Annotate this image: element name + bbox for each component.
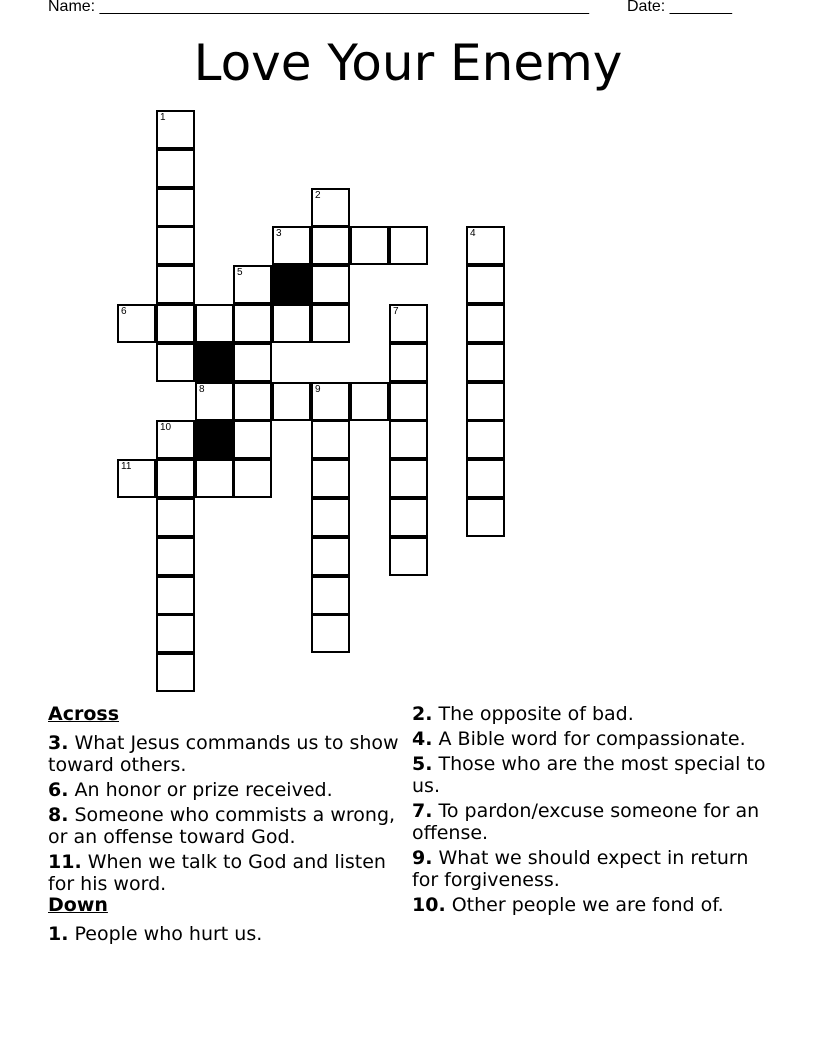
clue-item: [412, 703, 772, 725]
answer-cell[interactable]: [233, 420, 272, 459]
date-line: Date: _______: [627, 0, 732, 15]
answer-cell[interactable]: [311, 265, 350, 304]
clue-column-left: [48, 703, 403, 948]
answer-cell[interactable]: [156, 498, 195, 537]
clue-number: 9: [315, 384, 321, 395]
clue-item-text: What Jesus commands us to show toward others.: [48, 732, 399, 776]
answer-cell[interactable]: [466, 420, 505, 459]
answer-cell[interactable]: [466, 498, 505, 537]
answer-cell[interactable]: [466, 382, 505, 421]
clue-item: [48, 923, 403, 945]
answer-cell[interactable]: [156, 459, 195, 498]
answer-cell[interactable]: [311, 188, 350, 227]
answer-cell[interactable]: [156, 537, 195, 576]
answer-cell[interactable]: [233, 304, 272, 343]
across-clue-list: [48, 732, 403, 895]
clue-item-number: 5.: [412, 753, 433, 775]
black-square: [272, 265, 311, 304]
answer-cell[interactable]: [117, 304, 156, 343]
clue-item-number: 11.: [48, 851, 82, 873]
clue-item-text: To pardon/excuse someone for an offense.: [412, 800, 760, 844]
answer-cell[interactable]: [156, 226, 195, 265]
clue-item-text: An honor or prize received.: [68, 779, 333, 801]
black-square: [195, 343, 234, 382]
answer-cell[interactable]: [389, 420, 428, 459]
answer-cell[interactable]: [389, 226, 428, 265]
down-clue-list-continued: [412, 703, 772, 916]
answer-cell[interactable]: [311, 459, 350, 498]
clue-item-number: 1.: [48, 923, 69, 945]
page-title: Love Your Enemy: [193, 34, 623, 92]
answer-cell[interactable]: [389, 498, 428, 537]
clue-item: [412, 728, 772, 750]
clue-item: [412, 847, 772, 891]
answer-cell[interactable]: [156, 420, 195, 459]
answer-cell[interactable]: [195, 304, 234, 343]
answer-cell[interactable]: [466, 226, 505, 265]
answer-cell[interactable]: [272, 382, 311, 421]
clue-item: [412, 894, 772, 916]
answer-cell[interactable]: [389, 537, 428, 576]
clue-item-text: What we should expect in return for forgiveness.: [412, 847, 749, 891]
answer-cell[interactable]: [350, 382, 389, 421]
answer-cell[interactable]: [389, 382, 428, 421]
clue-item-text: People who hurt us.: [68, 923, 263, 945]
clue-item-number: 7.: [412, 800, 433, 822]
clue-item: [48, 804, 403, 848]
clue-item-text: Those who are the most special to us.: [412, 753, 766, 797]
clue-item: [412, 800, 772, 844]
clue-number: 2: [315, 190, 321, 201]
answer-cell[interactable]: [156, 149, 195, 188]
clue-item-number: 9.: [412, 847, 433, 869]
clue-number: 7: [393, 306, 399, 317]
clue-item: [48, 851, 403, 895]
answer-cell[interactable]: [311, 614, 350, 653]
clue-number: 4: [470, 228, 476, 239]
clue-item-number: 8.: [48, 804, 69, 826]
answer-cell[interactable]: [311, 382, 350, 421]
answer-cell[interactable]: [311, 498, 350, 537]
clue-number: 3: [276, 228, 282, 239]
answer-cell[interactable]: [272, 226, 311, 265]
clue-item: [48, 779, 403, 801]
clue-number: 1: [160, 112, 166, 123]
answer-cell[interactable]: [311, 226, 350, 265]
clue-number: 8: [199, 384, 205, 395]
answer-cell[interactable]: [233, 343, 272, 382]
answer-cell[interactable]: [156, 304, 195, 343]
answer-cell[interactable]: [350, 226, 389, 265]
clue-number: 5: [237, 267, 243, 278]
clue-number: 11: [121, 461, 132, 472]
clue-item: [412, 753, 772, 797]
answer-cell[interactable]: [195, 459, 234, 498]
answer-cell[interactable]: [272, 304, 311, 343]
answer-cell[interactable]: [389, 459, 428, 498]
answer-cell[interactable]: [233, 459, 272, 498]
answer-cell[interactable]: [389, 304, 428, 343]
answer-cell[interactable]: [233, 265, 272, 304]
clue-item-text: A Bible word for compassionate.: [432, 728, 746, 750]
answer-cell[interactable]: [156, 343, 195, 382]
answer-cell[interactable]: [311, 537, 350, 576]
answer-cell[interactable]: [156, 110, 195, 149]
clue-column-right: [412, 703, 772, 919]
answer-cell[interactable]: [156, 265, 195, 304]
answer-cell[interactable]: [156, 614, 195, 653]
answer-cell[interactable]: [466, 459, 505, 498]
answer-cell[interactable]: [389, 343, 428, 382]
clue-item-number: 4.: [412, 728, 433, 750]
answer-cell[interactable]: [156, 576, 195, 615]
answer-cell[interactable]: [156, 188, 195, 227]
clue-item-text: Someone who commists a wrong, or an offense toward God.: [48, 804, 396, 848]
answer-cell[interactable]: [466, 343, 505, 382]
clue-item-number: 3.: [48, 732, 69, 754]
down-clue-list: [48, 923, 403, 945]
answer-cell[interactable]: [466, 304, 505, 343]
clue-item-text: Other people we are fond of.: [445, 894, 724, 916]
answer-cell[interactable]: [156, 653, 195, 692]
clue-number: 10: [160, 422, 172, 433]
name-line: Name: _______________________________________________________: [48, 0, 589, 15]
clue-item-number: 10.: [412, 894, 446, 916]
clue-item: [48, 732, 403, 776]
answer-cell[interactable]: [311, 420, 350, 459]
clue-number: 6: [121, 306, 127, 317]
black-square: [195, 420, 234, 459]
answer-cell[interactable]: [311, 304, 350, 343]
down-heading: Down: [48, 894, 108, 916]
clue-item-number: 6.: [48, 779, 69, 801]
answer-cell[interactable]: [233, 382, 272, 421]
answer-cell[interactable]: [311, 576, 350, 615]
answer-cell[interactable]: [117, 459, 156, 498]
across-heading: Across: [48, 703, 120, 725]
answer-cell[interactable]: [466, 265, 505, 304]
clue-item-text: The opposite of bad.: [432, 703, 634, 725]
clue-item-text: When we talk to God and listen for his word.: [48, 851, 386, 895]
answer-cell[interactable]: [195, 382, 234, 421]
clue-item-number: 2.: [412, 703, 433, 725]
